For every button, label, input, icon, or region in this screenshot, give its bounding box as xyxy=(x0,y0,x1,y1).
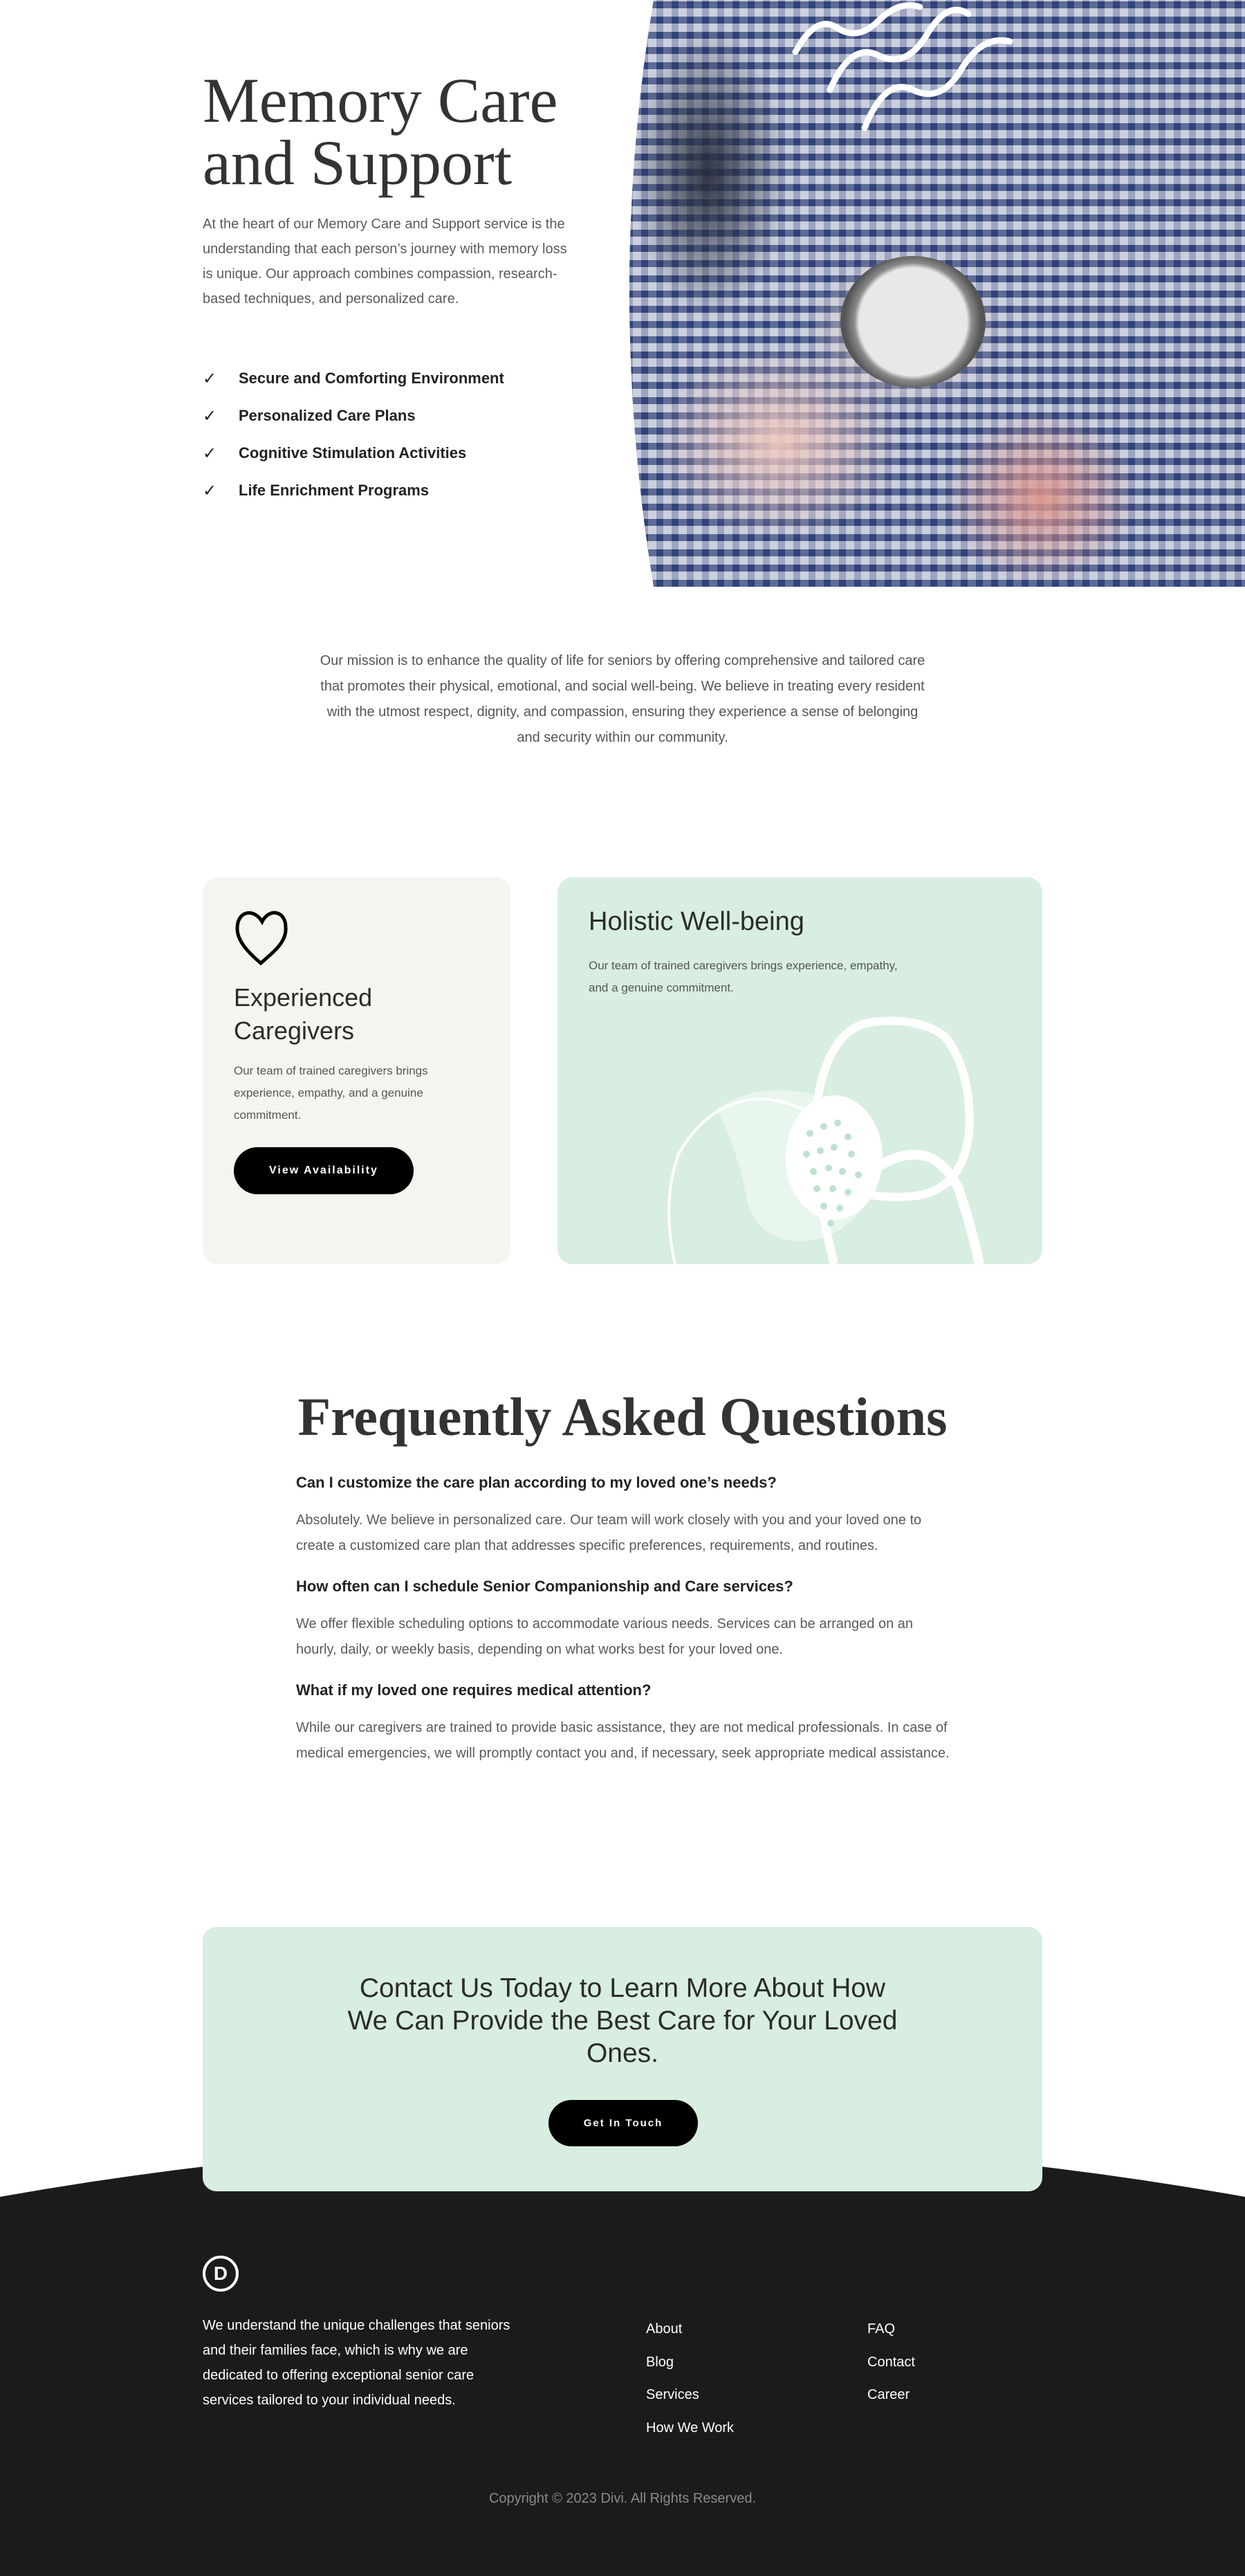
footer-links-primary xyxy=(646,2313,734,2445)
checklist-label: Personalized Care Plans xyxy=(239,407,416,424)
faq-question: Can I customize the care plan according to my loved one’s needs? xyxy=(296,1474,777,1491)
squiggle-decoration xyxy=(788,0,1038,138)
holistic-wellbeing-card xyxy=(557,877,1042,1264)
feature-checklist xyxy=(203,360,504,509)
footer-link-about[interactable]: About xyxy=(646,2321,683,2337)
footer-description: We understand the unique challenges that seniors and their families face, which is why we are dedicated to offering exceptional senior care services tailored to your individual needs. xyxy=(203,2318,510,2408)
footer-link-faq[interactable]: FAQ xyxy=(867,2321,896,2337)
faq-answer: We offer flexible scheduling options to accommodate various needs. Services can be arranged on an hourly, daily, or weekly basis, depending on what works best for your loved one. xyxy=(296,1616,914,1657)
faq-answer: Absolutely. We believe in personalized care. Our team will work closely with you and your loved one to create a customized care plan that addresses specific preferences, requirements, and routines. xyxy=(296,1513,922,1553)
check-icon: ✓ xyxy=(203,481,217,500)
view-availability-button[interactable]: View Availability xyxy=(234,1147,414,1194)
blood-pressure-gauge xyxy=(840,256,986,387)
contact-cta xyxy=(203,1927,1042,2191)
heart-icon xyxy=(233,906,291,966)
footer-link-career[interactable]: Career xyxy=(867,2387,910,2402)
hero-title: Memory Care and Support xyxy=(203,65,558,198)
hero-description: At the heart of our Memory Care and Support service is the understanding that each person’s journey with memory loss is unique. Our approach combines compassion, research-based techniques, and personalized care. xyxy=(203,217,567,307)
faq-question: What if my loved one requires medical attention? xyxy=(296,1681,652,1699)
check-icon: ✓ xyxy=(203,406,217,426)
footer-background xyxy=(0,2128,1245,2576)
checklist-label: Life Enrichment Programs xyxy=(239,482,430,499)
checklist-item xyxy=(203,397,504,435)
faq-question: How often can I schedule Senior Companionship and Care services? xyxy=(296,1578,793,1595)
copyright: Copyright © 2023 Divi. All Rights Reserved. xyxy=(488,2491,756,2506)
card-text: Our team of trained caregivers brings experience, empathy, and a genuine commitment. xyxy=(589,959,898,994)
checklist-label: Cognitive Stimulation Activities xyxy=(239,444,467,462)
footer-link-services[interactable]: Services xyxy=(646,2387,699,2402)
footer-link-blog[interactable]: Blog xyxy=(646,2354,674,2370)
footer-link-contact[interactable]: Contact xyxy=(867,2354,915,2370)
checklist-item xyxy=(203,360,504,397)
mission-statement: Our mission is to enhance the quality of life for seniors by offering comprehensive and tailored care that promotes their physical, emotional, and social well-being. We believe in treating every resident with the utmost respect, dignity, and compassion, ensuring they experience a sense of belonging and security within our community. xyxy=(320,653,925,745)
cta-title: Contact Us Today to Learn More About How We Can Provide the Best Care for Your Loved Ones. xyxy=(347,1973,898,2068)
footer-link-how-we-work[interactable]: How We Work xyxy=(646,2420,735,2436)
check-icon: ✓ xyxy=(203,369,217,388)
faq-list xyxy=(296,1470,953,1782)
card-text: Our team of trained caregivers brings experience, empathy, and a genuine commitment. xyxy=(234,1064,428,1122)
footer-links-secondary xyxy=(867,2313,915,2412)
check-icon: ✓ xyxy=(203,444,217,463)
checklist-item xyxy=(203,472,504,509)
checklist-label: Secure and Comforting Environment xyxy=(239,369,504,387)
experienced-caregivers-card xyxy=(203,877,510,1264)
faq-answer: While our caregivers are trained to provide basic assistance, they are not medical professionals. In case of medical emergencies, we will promptly contact you and, if necessary, seek appropriate medical assistance. xyxy=(296,1720,950,1761)
faq-title: Frequently Asked Questions xyxy=(297,1387,948,1447)
checklist-item xyxy=(203,435,504,472)
get-in-touch-button[interactable]: Get In Touch xyxy=(548,2100,698,2146)
card-title: Holistic Well-being xyxy=(589,907,804,936)
divi-logo[interactable]: D xyxy=(203,2256,239,2292)
card-title: Experienced Caregivers xyxy=(234,983,373,1045)
